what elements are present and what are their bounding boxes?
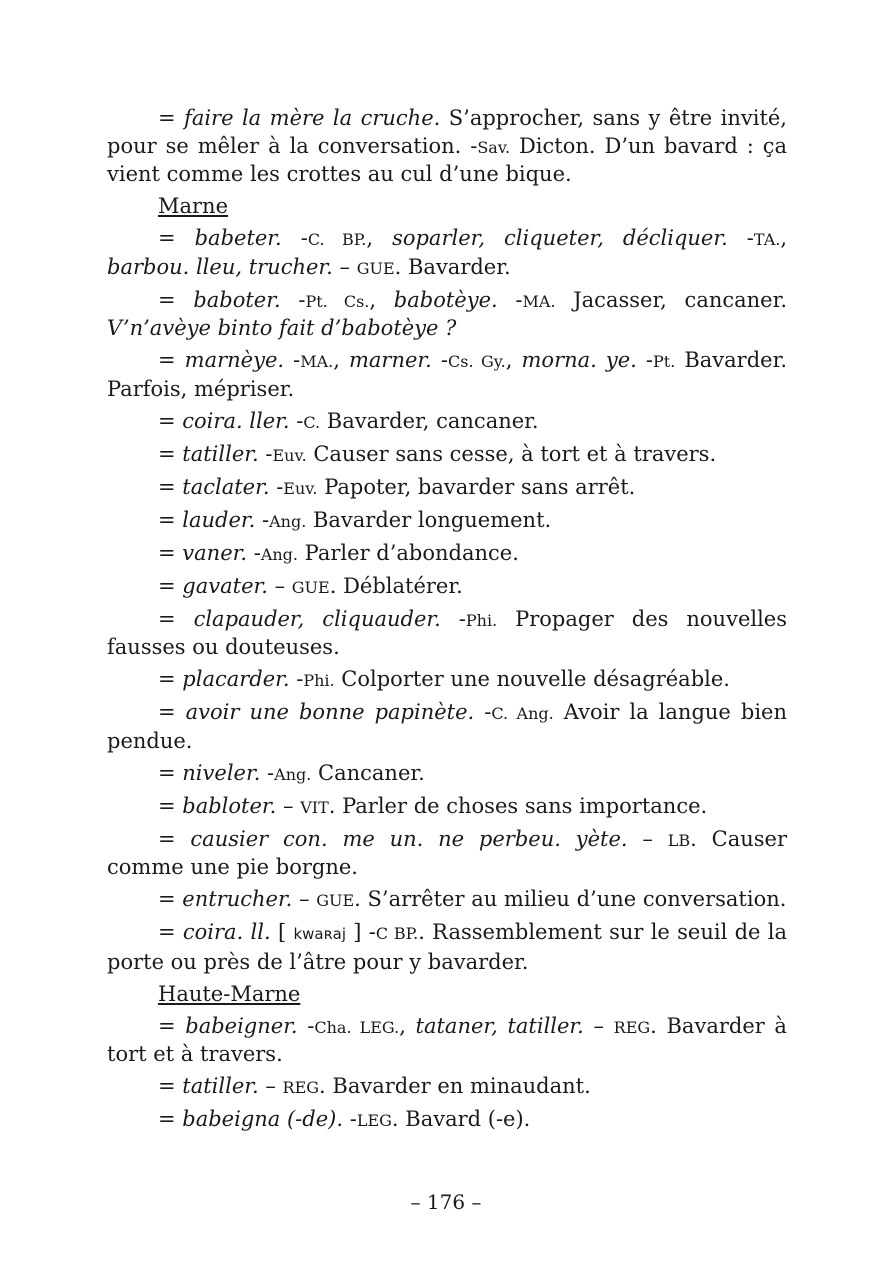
entry-text: = bbox=[158, 1013, 186, 1038]
source-abbreviation: Ang. bbox=[269, 511, 307, 531]
dictionary-entry bbox=[107, 919, 787, 976]
entry-text: Colporter une nouvelle désagréable. bbox=[334, 667, 730, 691]
headword: causier con. me un. ne perbeu. yète. bbox=[190, 826, 628, 851]
entry-text: – bbox=[292, 887, 317, 911]
source-abbreviation: Ang. bbox=[260, 544, 298, 564]
headword: clapauder, cliquauder. bbox=[193, 606, 441, 631]
dictionary-entry bbox=[107, 666, 787, 695]
dictionary-entry bbox=[107, 606, 787, 662]
entry-text: - bbox=[258, 441, 273, 466]
headword: coira. ller. bbox=[182, 408, 290, 433]
headword: babeigner. bbox=[185, 1013, 298, 1038]
entry-text: Bavarder longuement. bbox=[306, 507, 552, 532]
headword: barbou. lleu, trucher. bbox=[107, 254, 333, 279]
entry-text: = bbox=[158, 540, 183, 565]
source-abbreviation: C BP. bbox=[375, 924, 419, 943]
headword: soparler, cliqueter, décliquer. bbox=[392, 226, 728, 250]
entry-text: , bbox=[333, 348, 349, 372]
entry-text: - bbox=[260, 760, 275, 785]
phonetic-transcription: kwaʀaj bbox=[293, 925, 346, 943]
entry-text: = bbox=[158, 348, 185, 372]
headword: baboter. bbox=[193, 287, 281, 312]
region-heading bbox=[107, 981, 787, 1009]
source-abbreviation: GUE bbox=[356, 258, 395, 278]
entry-text: = bbox=[158, 226, 195, 250]
headword: entrucher. bbox=[182, 887, 293, 911]
source-abbreviation: GUE bbox=[291, 577, 330, 597]
source-abbreviation: Pt. bbox=[653, 352, 676, 371]
headword: gavater. bbox=[182, 573, 268, 598]
headword: babotèye. bbox=[393, 287, 498, 312]
dictionary-entry bbox=[107, 793, 787, 822]
source-abbreviation: REG bbox=[613, 1017, 651, 1037]
entry-text: – bbox=[332, 254, 357, 279]
entry-text: - bbox=[431, 348, 448, 372]
source-abbreviation: VIT bbox=[300, 797, 329, 817]
dictionary-entry bbox=[107, 474, 787, 503]
entry-text: = bbox=[158, 760, 183, 785]
entry-text: Parler d’abondance. bbox=[298, 540, 519, 565]
region-heading-label: Haute-Marne bbox=[158, 981, 301, 1006]
entry-text: - bbox=[343, 1107, 357, 1131]
entry-text: - bbox=[255, 507, 270, 532]
page-body bbox=[107, 105, 787, 1139]
entry-text: . Bavarder. bbox=[394, 254, 511, 279]
dictionary-entry bbox=[107, 105, 787, 189]
entry-text: Bavarder. Parfois, mépriser. bbox=[107, 348, 788, 401]
source-abbreviation: C. bbox=[303, 412, 321, 432]
entry-text: – bbox=[258, 1074, 283, 1098]
headword: babeigna (-de). bbox=[182, 1107, 344, 1131]
dictionary-entry bbox=[107, 826, 787, 882]
entry-text: Dicton. D’un bavard : ça vient comme les crottes au cul d’une bique. bbox=[107, 133, 787, 186]
entry-text: [ bbox=[270, 920, 294, 944]
entry-text: - bbox=[247, 540, 261, 565]
headword: niveler. bbox=[182, 760, 261, 785]
source-abbreviation: Pt. Cs. bbox=[305, 291, 370, 311]
source-abbreviation: TA. bbox=[753, 230, 781, 249]
entry-text: , bbox=[505, 348, 522, 372]
entry-text: = bbox=[158, 507, 183, 532]
source-abbreviation: C. BP. bbox=[307, 230, 367, 249]
entry-text: = bbox=[158, 408, 183, 433]
dictionary-entry bbox=[107, 287, 787, 343]
entry-text: – bbox=[627, 826, 668, 851]
entry-text: , bbox=[369, 287, 394, 312]
entry-text: = bbox=[158, 606, 194, 631]
entry-text: Propager des nouvelles fausses ou douteuses. bbox=[107, 606, 788, 659]
headword: babeter. bbox=[194, 226, 282, 250]
entry-text: . Parler de choses sans importance. bbox=[328, 793, 708, 818]
region-heading bbox=[107, 193, 787, 221]
entry-text: = bbox=[158, 1074, 183, 1098]
dictionary-entry bbox=[107, 408, 787, 437]
entry-text: Cancaner. bbox=[311, 760, 425, 785]
source-abbreviation: LB bbox=[667, 830, 691, 850]
dictionary-entry bbox=[107, 1073, 787, 1102]
source-abbreviation: Phi. bbox=[465, 610, 498, 630]
source-abbreviation: Phi. bbox=[303, 671, 335, 690]
headword: faire la mère la cruche. bbox=[184, 106, 441, 130]
entry-text: S’approcher, sans y être invité, pour se mêler à la conversation. - bbox=[107, 106, 787, 158]
entry-text: - bbox=[440, 606, 466, 631]
source-abbreviation: C. Ang. bbox=[491, 704, 554, 723]
entry-text: – bbox=[267, 573, 292, 598]
dictionary-entry bbox=[107, 886, 787, 915]
source-abbreviation: REG bbox=[282, 1078, 320, 1097]
entry-text: = bbox=[158, 1107, 183, 1131]
entry-text: = bbox=[158, 287, 194, 312]
entry-text: = bbox=[158, 106, 185, 130]
source-abbreviation: Euv. bbox=[283, 478, 318, 498]
entry-text: . Bavarder à tort et à travers. bbox=[107, 1013, 787, 1066]
entry-text: , bbox=[399, 1013, 416, 1038]
entry-text: Bavarder, cancaner. bbox=[320, 408, 539, 433]
entry-text: , bbox=[366, 226, 393, 250]
entry-text: - bbox=[636, 348, 654, 372]
entry-text: . Déblatérer. bbox=[329, 573, 463, 598]
dictionary-entry bbox=[107, 760, 787, 789]
headword: V’n’avèye binto fait d’babotèye ? bbox=[107, 316, 457, 340]
dictionary-entry bbox=[107, 347, 787, 403]
headword: tatiller. bbox=[182, 441, 259, 466]
entry-text: - bbox=[280, 287, 306, 312]
source-abbreviation: Sav. bbox=[477, 137, 511, 157]
headword: tataner, tatiller. bbox=[415, 1013, 584, 1038]
entry-text: – bbox=[583, 1013, 614, 1038]
entry-text: Avoir la langue bien pendue. bbox=[107, 700, 787, 753]
entry-text: - bbox=[474, 700, 492, 724]
dictionary-entry bbox=[107, 1106, 787, 1135]
entry-text: = bbox=[158, 573, 183, 598]
entry-text: . Rassemblement sur le seuil de la porte ou près de l’âtre pour y bavarder. bbox=[107, 920, 787, 974]
entry-text: - bbox=[281, 226, 308, 250]
headword: vaner. bbox=[182, 540, 248, 565]
source-abbreviation: Cha. LEG. bbox=[314, 1017, 400, 1037]
entry-text: . S’arrêter au milieu d’une conversation. bbox=[354, 887, 787, 911]
headword: avoir une bonne papinète. bbox=[185, 700, 475, 724]
page-number: – 176 – bbox=[410, 1190, 482, 1214]
headword: coira. ll. bbox=[182, 920, 271, 944]
headword: placarder. bbox=[182, 667, 290, 691]
headword: babloter. bbox=[182, 793, 277, 818]
entry-text: - bbox=[284, 348, 301, 372]
region-heading-label: Marne bbox=[158, 194, 229, 218]
entry-text: = bbox=[158, 920, 183, 944]
headword: marnèye. bbox=[184, 348, 285, 372]
headword: lauder. bbox=[182, 507, 256, 532]
entry-text: = bbox=[158, 667, 183, 691]
entry-text: = bbox=[158, 887, 183, 911]
source-abbreviation: Cs. Gy. bbox=[447, 352, 506, 371]
source-abbreviation: GUE bbox=[316, 891, 355, 910]
entry-text: = bbox=[158, 826, 191, 851]
headword: taclater. bbox=[182, 474, 270, 499]
entry-text: = bbox=[158, 474, 183, 499]
dictionary-entry bbox=[107, 507, 787, 536]
entry-text: , bbox=[780, 226, 788, 250]
source-abbreviation: MA. bbox=[522, 291, 556, 311]
source-abbreviation: Euv. bbox=[272, 445, 307, 465]
entry-text: = bbox=[158, 441, 183, 466]
headword: marner. bbox=[348, 348, 432, 372]
entry-text: . Bavard (-e). bbox=[391, 1107, 531, 1131]
entry-text: - bbox=[297, 1013, 315, 1038]
entry-text: Papoter, bavarder sans arrêt. bbox=[317, 474, 636, 499]
source-abbreviation: LEG bbox=[356, 1111, 392, 1130]
entry-text: - bbox=[497, 287, 523, 312]
entry-text: ] - bbox=[346, 920, 376, 944]
entry-text: Causer sans cesse, à tort et à travers. bbox=[306, 441, 717, 466]
headword: tatiller. bbox=[182, 1074, 259, 1098]
entry-text: - bbox=[269, 474, 284, 499]
dictionary-entry bbox=[107, 441, 787, 470]
entry-text: = bbox=[158, 793, 183, 818]
headword: morna. ye. bbox=[521, 348, 637, 372]
dictionary-entry bbox=[107, 573, 787, 602]
dictionary-entry bbox=[107, 225, 787, 282]
entry-text: = bbox=[158, 700, 186, 724]
entry-text: – bbox=[276, 793, 301, 818]
source-abbreviation: Ang. bbox=[274, 764, 312, 784]
entry-text: - bbox=[727, 226, 754, 250]
entry-text: - bbox=[289, 667, 304, 691]
entry-text: - bbox=[289, 408, 304, 433]
source-abbreviation: MA. bbox=[300, 352, 334, 371]
entry-text: Jacasser, cancaner. bbox=[555, 287, 788, 312]
dictionary-entry bbox=[107, 699, 787, 755]
entry-text: . Causer comme une pie borgne. bbox=[107, 826, 787, 879]
dictionary-entry bbox=[107, 540, 787, 569]
dictionary-entry bbox=[107, 1013, 787, 1069]
entry-text: . Bavarder en minaudant. bbox=[319, 1074, 591, 1098]
